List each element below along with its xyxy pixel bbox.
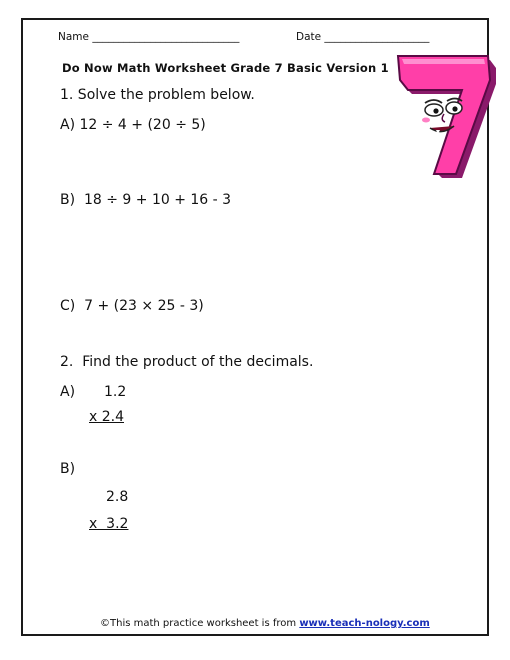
question-1-prompt: 1. Solve the problem below. bbox=[60, 87, 255, 103]
date-line: Date ____________________ bbox=[296, 31, 430, 43]
question-2a-label: A) bbox=[60, 384, 76, 400]
question-2a-multiplier: x 2.4 bbox=[89, 409, 124, 425]
footer-link[interactable]: www.teach-nology.com bbox=[299, 618, 430, 629]
question-1b: B) 18 ÷ 9 + 10 + 16 - 3 bbox=[60, 192, 232, 208]
question-2a-top-number: 1.2 bbox=[104, 384, 127, 400]
worksheet-title: Do Now Math Worksheet Grade 7 Basic Version 1 bbox=[62, 61, 389, 75]
question-1c: C) 7 + (23 × 25 - 3) bbox=[60, 298, 204, 314]
question-1a: A) 12 ÷ 4 + (20 ÷ 5) bbox=[60, 117, 206, 133]
name-line: Name ____________________________ bbox=[58, 31, 240, 43]
question-2-prompt: 2. Find the product of the decimals. bbox=[60, 354, 314, 370]
cartoon-seven-character-icon bbox=[392, 50, 500, 182]
question-2b-top-number: 2.8 bbox=[106, 489, 129, 505]
question-2b-multiplier: x 3.2 bbox=[89, 516, 129, 532]
question-2b-label: B) bbox=[60, 461, 76, 477]
footer-text: ©This math practice worksheet is from bbox=[100, 618, 300, 629]
footer bbox=[100, 618, 430, 629]
